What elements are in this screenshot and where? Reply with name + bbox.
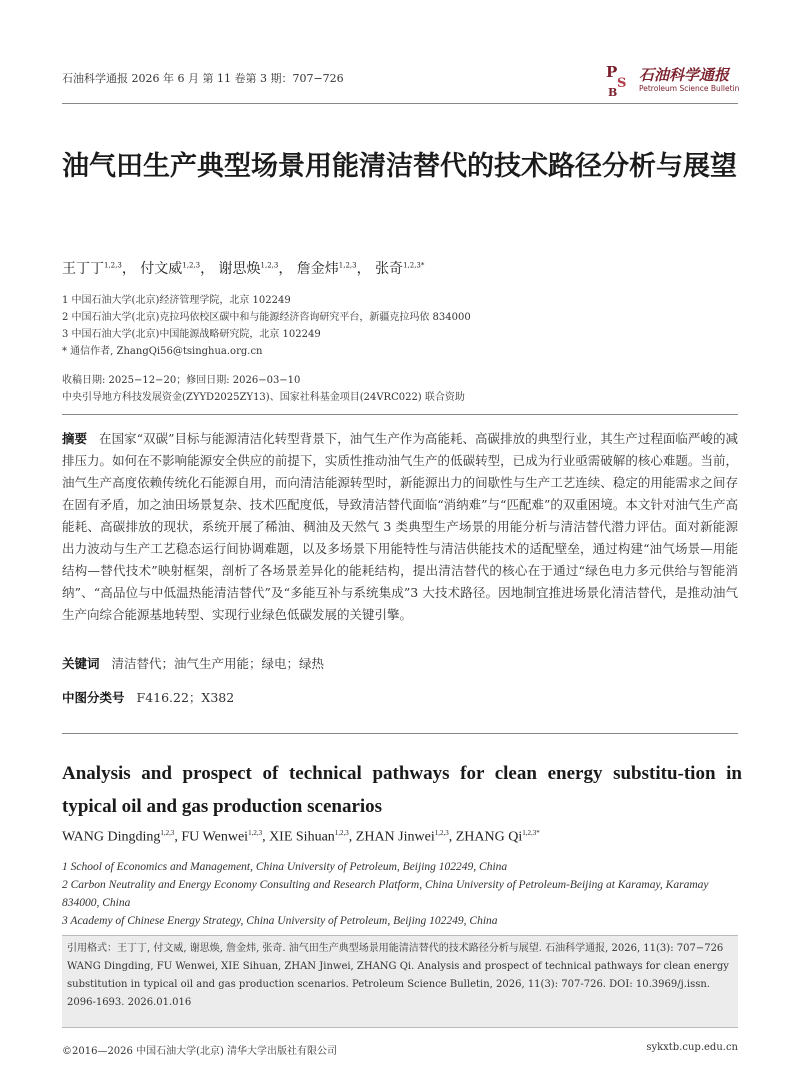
svg-text:P: P	[606, 63, 618, 81]
author-affil-sup: 1,2,3	[434, 829, 449, 837]
keywords-label: 关键词	[62, 656, 100, 671]
author-affil-sup: 1,2,3	[182, 261, 201, 270]
author-name: 付文威	[140, 261, 183, 277]
psb-logo-icon	[606, 63, 636, 97]
author-affil-sup: 1,2,3	[104, 261, 122, 270]
citation-text	[67, 940, 731, 1012]
citation-en: WANG Dingding, FU Wenwei, XIE Sihuan, ZHAN Jinwei, ZHANG Qi. Analysis and prospect of technical pathways for clean energy substitution in typical oil and gas production scenarios. Petroleum Science Bulletin, 2026, 11(3): 707-726. DOI: 10.3969/j.issn. 2096-1693. 2026.01.016	[67, 961, 729, 1008]
citation-box	[62, 935, 738, 1028]
author-name-en: ZHAN Jinwei	[355, 829, 435, 845]
author-name: 谢思焕	[218, 261, 261, 277]
abstract-top-divider	[62, 414, 738, 415]
citation-cn: 引用格式：王丁丁, 付文威, 谢思焕, 詹金炜, 张奇. 油气田生产典型场景用能清洁替代的技术路径分析与展望. 石油科学通报, 2026, 11(3): 707−726	[67, 943, 724, 954]
clc-text: F416.22；X382	[136, 690, 235, 705]
abstract-label: 摘要	[62, 431, 88, 446]
article-title-cn: 油气田生产典型场景用能清洁替代的技术路径分析与展望	[62, 151, 737, 182]
funding-note: 中央引导地方科技发展资金(ZYYD2025ZY13)、国家社科基金项目(24VRC022) 联合资助	[62, 392, 465, 403]
author-affil-sup: 1,2,3*	[522, 829, 540, 837]
author-list-en: WANG Dingding$^{1,2,3}$, FU Wenwei$^{1,2,3}$, XIE Sihuan$^{1,2,3}$, ZHAN Jinwei$^{1,2,3}$, ZHANG $Qi^{1,2,3*}$	[62, 829, 540, 845]
corresponding-author: * 通信作者, ZhangQi56@tsinghua.org.cn	[62, 346, 263, 357]
author-name: 詹金炜	[296, 261, 339, 277]
author-name-en: WANG Dingding	[62, 829, 161, 845]
author-affil-sup: 1,2,3	[260, 261, 279, 270]
logo-title-en: Petroleum Science Bulletin	[639, 84, 740, 93]
author-name-en: ZHANG Qi	[455, 829, 523, 845]
author-affil-sup: 1,2,3*	[403, 261, 425, 270]
journal-url-footer: sykxtb.cup.edu.cn	[646, 1042, 738, 1053]
article-title-en: Analysis and prospect of technical pathways for clean energy substitu-tion in typical oil and gas production scenarios	[62, 763, 742, 817]
author-affil-sup: 1,2,3	[338, 261, 357, 270]
affiliation-cn-2: 2 中国石油大学(北京)克拉玛依校区碳中和与能源经济咨询研究平台，新疆克拉玛依 834000	[62, 312, 471, 323]
author-affil-sup: 1,2,3	[160, 829, 175, 837]
affiliation-cn-3: 3 中国石油大学(北京)中国能源战略研究院，北京 102249	[62, 329, 321, 340]
affiliation-cn-1: 1 中国石油大学(北京)经济管理学院，北京 102249	[62, 295, 291, 306]
abstract-text: 在国家“双碳”目标与能源清洁化转型背景下，油气生产作为高能耗、高碳排放的典型行业，其生产过程面临严峻的减排压力。如何在不影响能源安全供应的前提下，实质性推动油气生产的低碳转型，已成为行业亟需破解的核心难题。当前，油气生产高度依赖传统化石能源自用，而向清洁能源转型时，新能源出力的间歇性与生产工艺连续、稳定的用能需求之间存在固有矛盾，加之油田场景复杂、技术匹配度低，导致清洁替代面临“消纳难”与“匹配难”的双重困境。本文针对油气生产高能耗、高碳排放的现状，系统开展了稀油、稠油及天然气 3 类典型生产场景的用能分析与清洁替代潜力评估。面对新能源出力波动与生产工艺稳态运行间协调难题，以及多场景下用能特性与清洁供能技术的适配壁垒，通过构建“油气场景—用能结构—替代技术”映射框架，剖析了各场景差异化的能耗结构，提出清洁替代的核心在于通过“绿色电力多元供给与智能消纳”、“高品位与中低温热能清洁替代”及“多能互补与系统集成”3 大技术路径。因地制宜推进场景化清洁替代，是推动油气生产向综合能源基地转型、实现行业绿色低碳发展的关键引擎。	[62, 431, 738, 622]
received-dates: 收稿日期: 2025−12−20；修回日期: 2026−03−10	[62, 375, 301, 386]
author-name: 王丁丁	[62, 261, 104, 277]
section-divider	[62, 733, 738, 734]
journal-logo	[606, 63, 741, 99]
keywords-cn	[62, 654, 324, 672]
affiliation-en-2: 2 Carbon Neutrality and Energy Economy Consulting and Research Platform, China University of Petroleum-Beijing at Karamay, Karamay 834000, China	[62, 879, 709, 909]
svg-text:S: S	[617, 76, 627, 91]
keywords-text: 清洁替代；油气生产用能；绿电；绿热	[111, 656, 325, 671]
author-affil-sup: 1,2,3	[248, 829, 263, 837]
abstract-cn	[62, 428, 738, 626]
author-list-cn: 王丁丁$^{1,2,3}$， 付文威$^{1,2,3}$， 谢思焕$^{1,2,3}$， 詹金炜$^{1,2,3}$， 张奇$^{1,2,3*}$	[62, 261, 425, 277]
svg-text:B: B	[608, 86, 618, 97]
author-name-en: FU Wenwei	[181, 829, 249, 845]
clc-number	[62, 688, 234, 706]
logo-title-cn: 石油科学通报	[639, 66, 730, 84]
author-name: 张奇	[375, 261, 404, 277]
author-name-en: XIE Sihuan	[269, 829, 335, 845]
journal-issue-info: 石油科学通报 2026 年 6 月 第 11 卷第 3 期：707−726	[62, 72, 344, 85]
header-divider	[62, 103, 738, 104]
copyright-footer: ©2016—2026 中国石油大学(北京) 清华大学出版社有限公司	[62, 1046, 338, 1057]
affiliation-en-1: 1 School of Economics and Management, China University of Petroleum, Beijing 102249, China	[62, 861, 508, 873]
affiliation-en-3: 3 Academy of Chinese Energy Strategy, China University of Petroleum, Beijing 102249, China	[62, 915, 498, 927]
clc-label: 中图分类号	[62, 690, 125, 705]
author-affil-sup: 1,2,3	[334, 829, 349, 837]
